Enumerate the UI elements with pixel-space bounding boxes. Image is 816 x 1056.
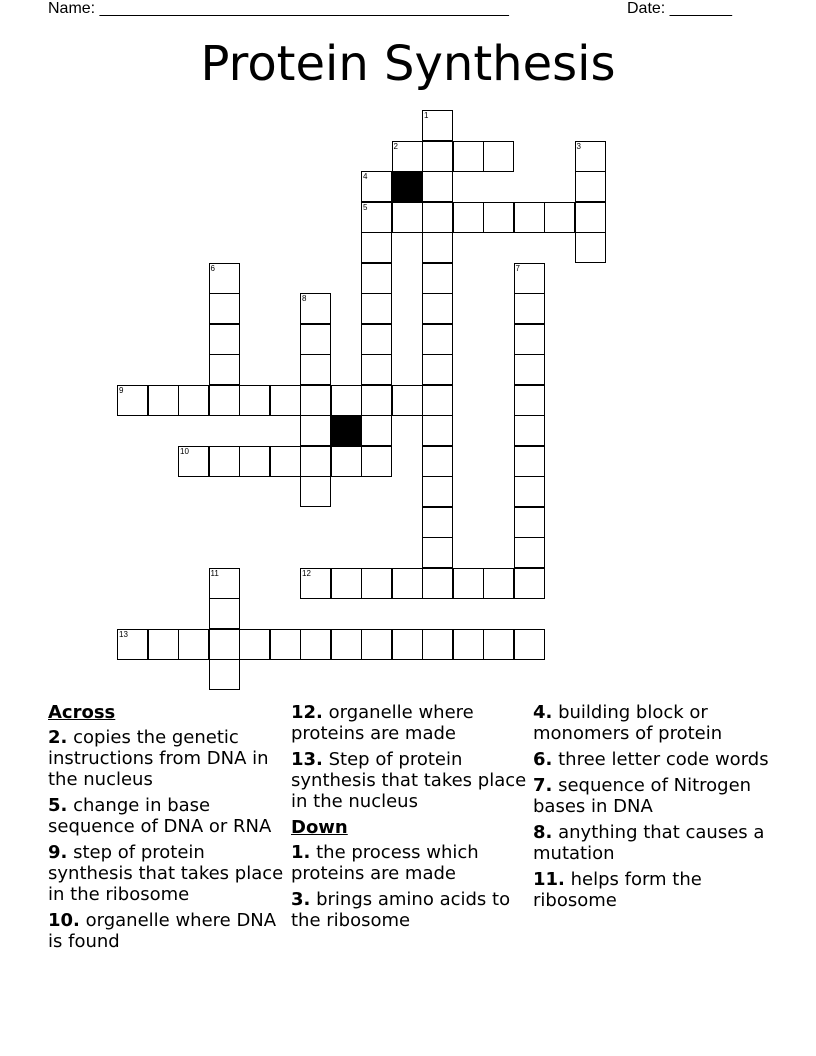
grid-cell[interactable] [514, 476, 545, 507]
clue-number: 8. [533, 822, 553, 843]
cell-number: 6 [210, 263, 215, 273]
cell-number: 9 [119, 385, 124, 395]
grid-cell[interactable] [361, 171, 392, 202]
grid-cell[interactable] [361, 202, 392, 233]
cell-number: 5 [363, 202, 368, 212]
clue-text: copies the genetic instructions from DNA in the nucleus [48, 727, 269, 790]
grid-cell[interactable] [178, 629, 209, 660]
grid-cell[interactable] [422, 446, 453, 477]
grid-cell[interactable] [300, 476, 331, 507]
clue-text: brings amino acids to the ribosome [291, 889, 511, 931]
grid-cell[interactable] [209, 324, 240, 355]
grid-cell[interactable] [422, 629, 453, 660]
grid-cell[interactable] [270, 629, 301, 660]
grid-cell[interactable] [331, 385, 362, 416]
grid-cell[interactable] [483, 629, 514, 660]
grid-cell[interactable] [514, 415, 545, 446]
grid-cell[interactable] [422, 476, 453, 507]
down-clue-list [291, 842, 536, 931]
grid-cell[interactable] [514, 324, 545, 355]
grid-cell[interactable] [178, 385, 209, 416]
grid-cell[interactable] [209, 446, 240, 477]
grid-cell[interactable] [544, 202, 575, 233]
grid-cell[interactable] [483, 568, 514, 599]
grid-cell[interactable] [392, 202, 423, 233]
grid-cell[interactable] [514, 354, 545, 385]
grid-cell[interactable] [209, 385, 240, 416]
down-heading: Down [291, 817, 348, 838]
cell-number: 12 [302, 568, 311, 578]
clue-item [533, 869, 778, 911]
clue-item [533, 775, 778, 817]
grid-cell[interactable] [453, 141, 484, 172]
clue-text: organelle where proteins are made [291, 702, 474, 744]
grid-cell[interactable] [209, 354, 240, 385]
grid-cell[interactable] [422, 415, 453, 446]
grid-cell[interactable] [148, 629, 179, 660]
grid-cell[interactable] [209, 263, 240, 294]
clue-number: 4. [533, 702, 553, 723]
grid-cell[interactable] [361, 324, 392, 355]
clue-item [291, 749, 536, 812]
clue-number: 9. [48, 842, 68, 863]
grid-cell[interactable] [209, 568, 240, 599]
grid-cell[interactable] [422, 507, 453, 538]
cell-number: 13 [119, 629, 128, 639]
grid-cell[interactable] [392, 385, 423, 416]
grid-cell[interactable] [300, 385, 331, 416]
grid-cell[interactable] [514, 385, 545, 416]
grid-cell[interactable] [209, 598, 240, 629]
grid-cell[interactable] [422, 141, 453, 172]
name-field-label[interactable]: Name: ______________________________________________ [48, 0, 509, 17]
across-clue-list [48, 727, 293, 952]
grid-cell[interactable] [514, 568, 545, 599]
clue-number: 1. [291, 842, 311, 863]
grid-cell[interactable] [422, 232, 453, 263]
grid-cell[interactable] [178, 446, 209, 477]
grid-cell[interactable] [300, 324, 331, 355]
grid-cell[interactable] [117, 385, 148, 416]
clue-item [533, 822, 778, 864]
across-clue-list-continued [291, 702, 536, 812]
clue-item [533, 749, 778, 770]
clue-text: the process which proteins are made [291, 842, 479, 884]
cell-number: 10 [180, 446, 189, 456]
clue-text: change in base sequence of DNA or RNA [48, 795, 272, 837]
date-field-label[interactable]: Date: _______ [627, 0, 732, 17]
grid-cell[interactable] [361, 263, 392, 294]
grid-cell[interactable] [514, 293, 545, 324]
clue-number: 13. [291, 749, 323, 770]
grid-cell[interactable] [361, 446, 392, 477]
grid-cell[interactable] [422, 263, 453, 294]
grid-cell[interactable] [514, 446, 545, 477]
grid-cell[interactable] [361, 415, 392, 446]
grid-cell[interactable] [514, 507, 545, 538]
clue-text: building block or monomers of protein [533, 702, 723, 744]
clue-text: sequence of Nitrogen bases in DNA [533, 775, 752, 817]
clue-number: 11. [533, 869, 565, 890]
grid-cell[interactable] [514, 263, 545, 294]
cell-number: 4 [363, 172, 368, 181]
clue-text: organelle where DNA is found [48, 910, 277, 952]
grid-cell[interactable] [331, 446, 362, 477]
grid-cell[interactable] [300, 446, 331, 477]
clue-text: helps form the ribosome [533, 869, 702, 911]
cell-number: 7 [515, 263, 520, 273]
grid-block-cell [331, 415, 362, 446]
grid-cell[interactable] [453, 629, 484, 660]
clue-item [291, 842, 536, 884]
grid-cell[interactable] [361, 354, 392, 385]
cell-number: 8 [302, 294, 307, 303]
clue-number: 12. [291, 702, 323, 723]
grid-cell[interactable] [209, 659, 240, 690]
clue-number: 2. [48, 727, 68, 748]
grid-cell[interactable] [239, 446, 270, 477]
clue-item [48, 842, 293, 905]
clue-text: Step of protein synthesis that takes place in the nucleus [291, 749, 527, 812]
grid-cell[interactable] [514, 537, 545, 568]
clue-item [291, 889, 536, 931]
clue-number: 5. [48, 795, 68, 816]
grid-cell[interactable] [361, 385, 392, 416]
clue-item [48, 795, 293, 837]
grid-cell[interactable] [422, 171, 453, 202]
cell-number: 1 [424, 111, 429, 120]
grid-cell[interactable] [239, 629, 270, 660]
grid-cell[interactable] [117, 629, 148, 660]
clue-text: three letter code words [552, 749, 769, 770]
clue-item [48, 910, 293, 952]
grid-cell[interactable] [300, 568, 331, 599]
clue-text: anything that causes a mutation [533, 822, 765, 864]
clue-number: 10. [48, 910, 80, 931]
grid-cell[interactable] [575, 141, 606, 172]
grid-cell[interactable] [422, 385, 453, 416]
clue-number: 6. [533, 749, 553, 770]
grid-cell[interactable] [422, 110, 453, 141]
grid-cell[interactable] [422, 293, 453, 324]
grid-cell[interactable] [361, 293, 392, 324]
grid-cell[interactable] [514, 629, 545, 660]
grid-cell[interactable] [575, 202, 606, 233]
page-title: Protein Synthesis [200, 36, 616, 92]
grid-cell[interactable] [361, 568, 392, 599]
cell-number: 3 [576, 141, 581, 151]
grid-cell[interactable] [148, 385, 179, 416]
across-heading: Across [48, 702, 116, 723]
header-line [48, 0, 748, 20]
grid-cell[interactable] [361, 629, 392, 660]
clue-item [533, 702, 778, 744]
grid-cell[interactable] [392, 629, 423, 660]
grid-cell[interactable] [361, 232, 392, 263]
clue-number: 7. [533, 775, 553, 796]
grid-block-cell [392, 171, 423, 202]
grid-cell[interactable] [331, 568, 362, 599]
grid-cell[interactable] [270, 385, 301, 416]
cell-number: 11 [210, 568, 219, 578]
clue-text: step of protein synthesis that takes place in the ribosome [48, 842, 284, 905]
grid-cell[interactable] [483, 202, 514, 233]
grid-cell[interactable] [392, 141, 423, 172]
grid-cell[interactable] [483, 141, 514, 172]
grid-cell[interactable] [453, 202, 484, 233]
grid-cell[interactable] [453, 568, 484, 599]
grid-cell[interactable] [300, 415, 331, 446]
clue-number: 3. [291, 889, 311, 910]
grid-cell[interactable] [331, 629, 362, 660]
clue-column-2 [291, 702, 536, 936]
grid-cell[interactable] [514, 202, 545, 233]
grid-cell[interactable] [300, 629, 331, 660]
clue-column-1 [48, 702, 293, 957]
grid-cell[interactable] [422, 324, 453, 355]
grid-cell[interactable] [300, 293, 331, 324]
down-clue-list-continued [533, 702, 778, 911]
grid-cell[interactable] [422, 354, 453, 385]
grid-cell[interactable] [575, 171, 606, 202]
clue-column-3 [533, 702, 778, 916]
grid-cell[interactable] [392, 568, 423, 599]
clue-item [48, 727, 293, 790]
grid-cell[interactable] [422, 202, 453, 233]
grid-cell[interactable] [575, 232, 606, 263]
grid-cell[interactable] [422, 568, 453, 599]
grid-cell[interactable] [270, 446, 301, 477]
grid-cell[interactable] [209, 293, 240, 324]
cell-number: 2 [393, 141, 398, 151]
grid-cell[interactable] [422, 537, 453, 568]
clue-item [291, 702, 536, 744]
grid-cell[interactable] [300, 354, 331, 385]
grid-cell[interactable] [209, 629, 240, 660]
grid-cell[interactable] [239, 385, 270, 416]
